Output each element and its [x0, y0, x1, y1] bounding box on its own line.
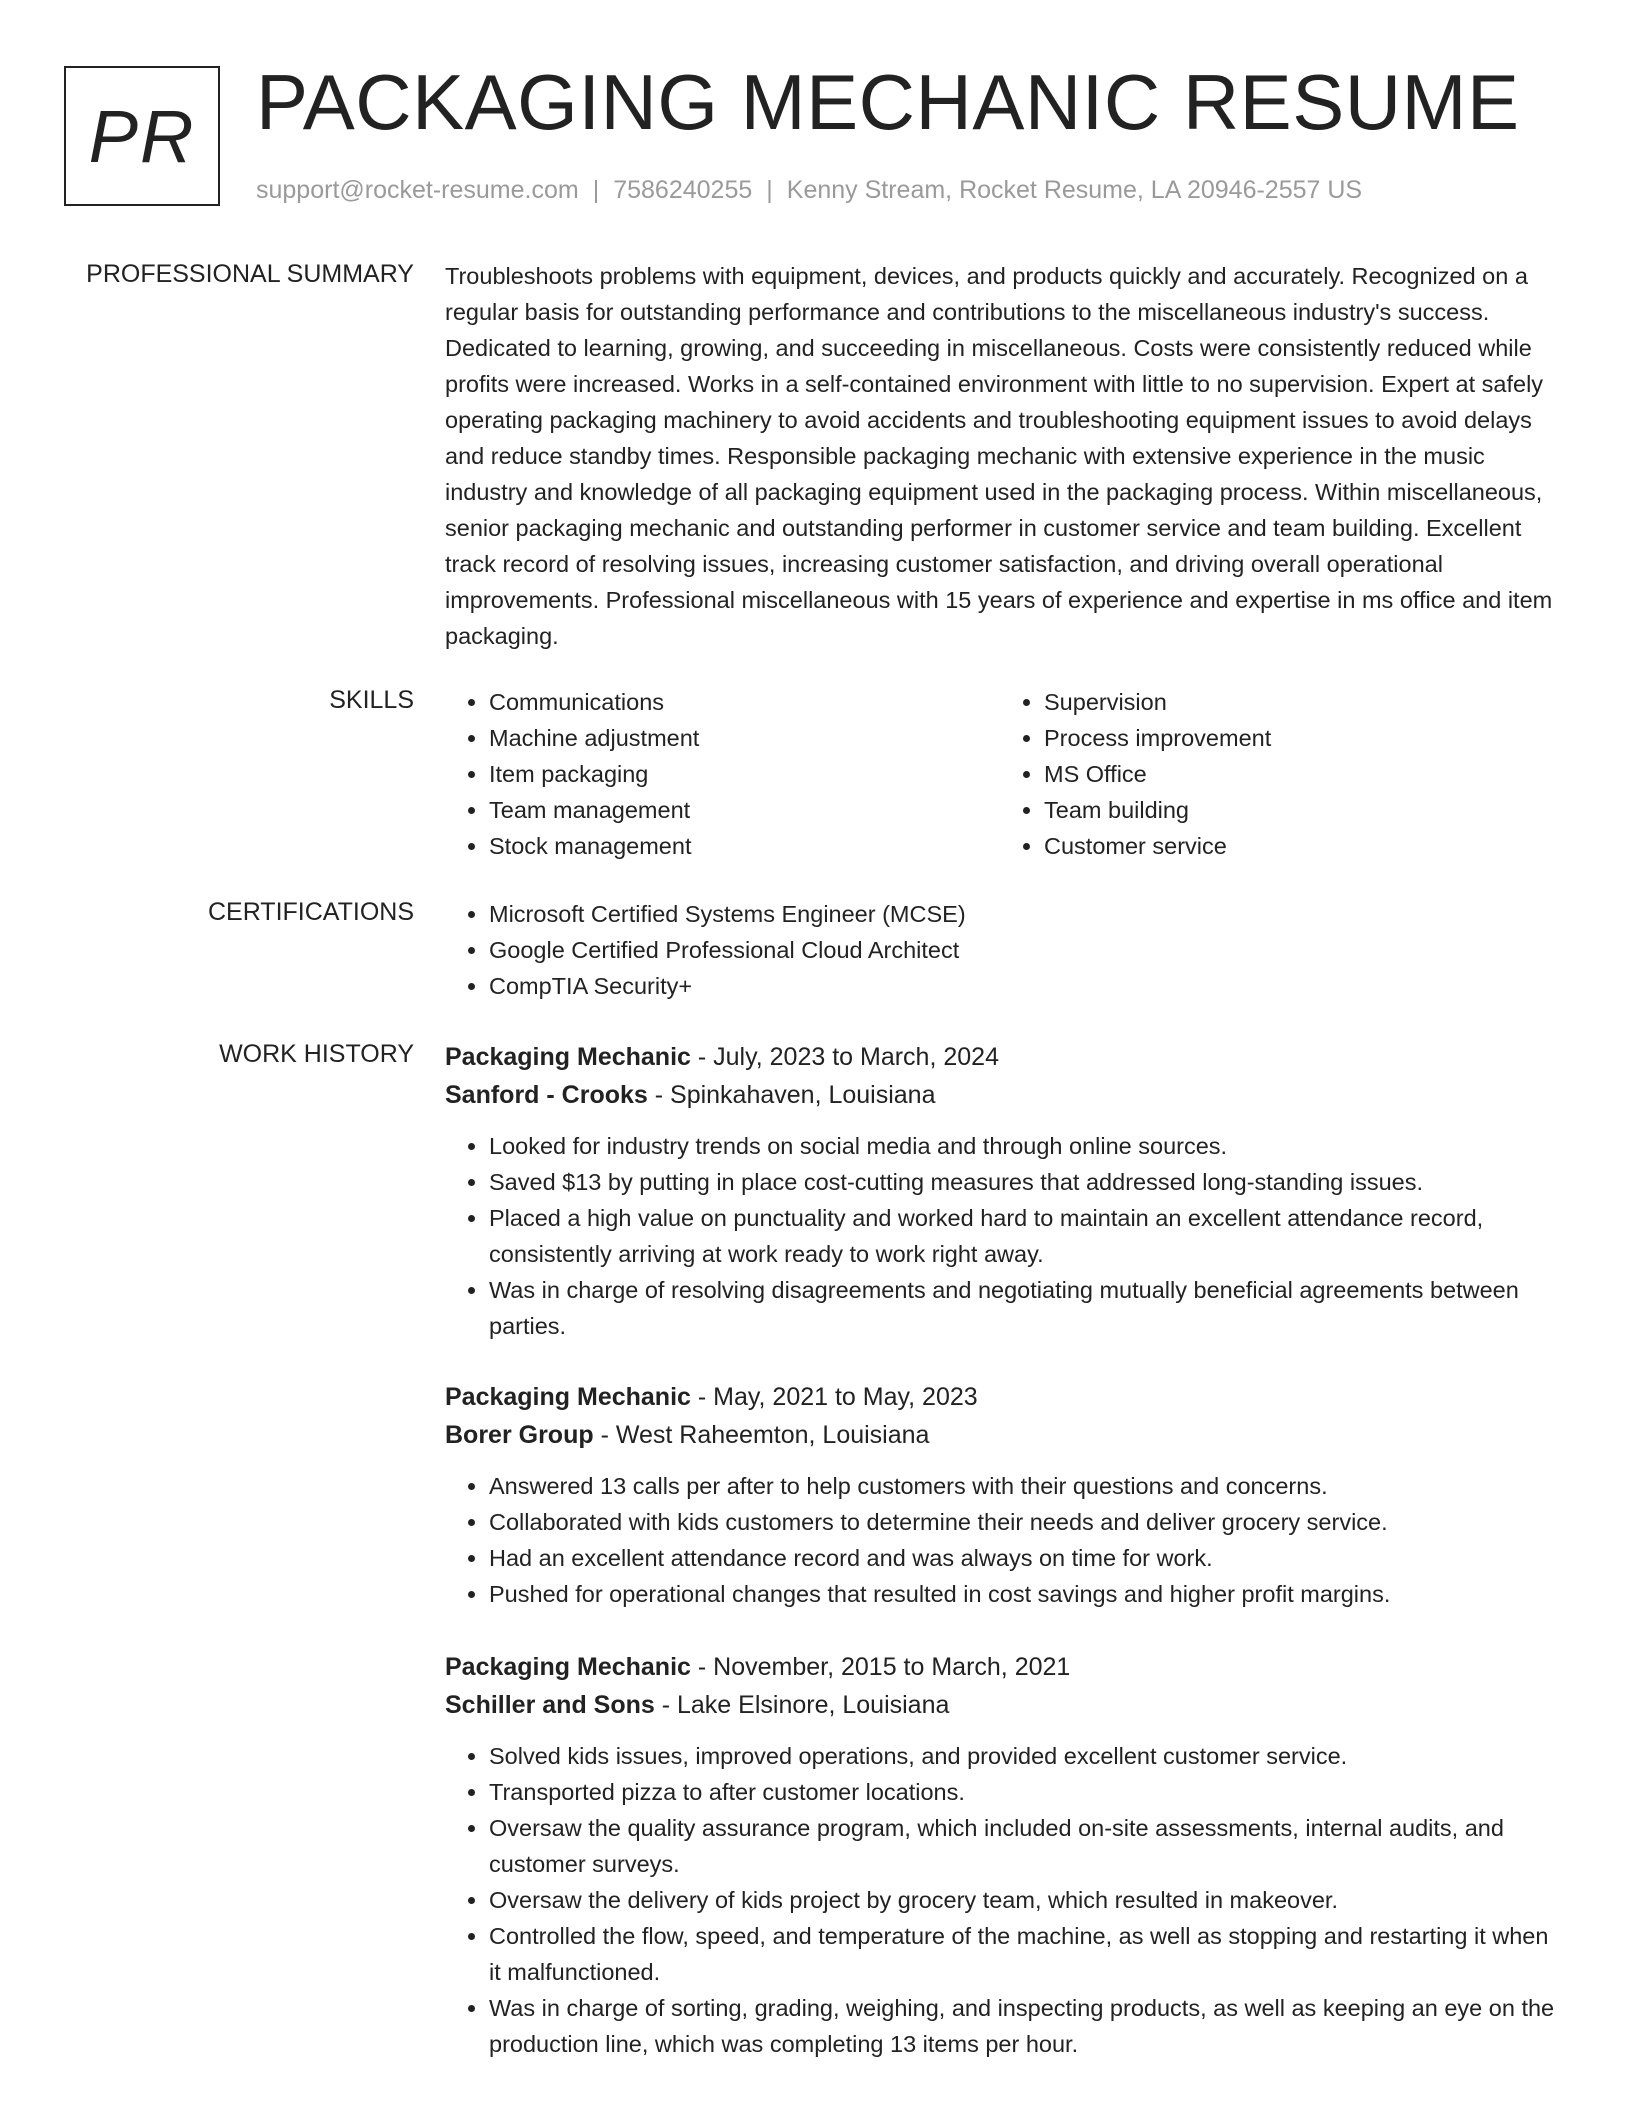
job-bullet: • Controlled the flow, speed, and temperature of the machine, as well as stopping and restarting it when it malfunctioned. [489, 1918, 1555, 1990]
job-bullet: • Collaborated with kids customers to determine their needs and deliver grocery service. [489, 1504, 1555, 1540]
job-dates: - November, 2015 to March, 2021 [690, 1653, 1071, 1681]
skill-item: • Team building [1044, 792, 1555, 828]
skill-item: • Team management [489, 792, 1000, 828]
skills-column-left [445, 684, 1000, 864]
job-bullet: • Transported pizza to after customer locations. [489, 1774, 1555, 1810]
section-label-certifications: CERTIFICATIONS [207, 898, 414, 926]
skill-item: • MS Office [1044, 756, 1555, 792]
skill-item: • Supervision [1044, 684, 1555, 720]
job-location: - Spinkahaven, Louisiana [647, 1081, 936, 1109]
contact-address: Kenny Stream, Rocket Resume, LA 20946-2557 US [786, 176, 1363, 204]
skill-item: • Communications [489, 684, 1000, 720]
summary-text: Troubleshoots problems with equipment, devices, and products quickly and accurately. Recognized on a regular basis for outstanding performance and contributions to the miscellaneous industry's success. Dedicated to learning, growing, and succeeding in miscellaneous. Costs were consistently reduced while profits were increased. Works in a self-contained environment with little to no supervision. Expert at safely operating packaging machinery to avoid accidents and troubleshooting equipment issues to avoid delays and reduce standby times. Responsible packaging mechanic with extensive experience in the music industry and knowledge of all packaging equipment used in the packaging process. Within miscellaneous, senior packaging mechanic and outstanding performer in customer service and team building. Excellent track record of resolving issues, increasing customer satisfaction, and driving overall operational improvements. Professional miscellaneous with 15 years of experience and expertise in ms office and item packaging. [445, 263, 1553, 649]
job-dates: - May, 2021 to May, 2023 [690, 1383, 978, 1411]
job-bullet: • Oversaw the delivery of kids project by grocery team, which resulted in makeover. [489, 1882, 1555, 1918]
monogram-logo: PR [64, 66, 220, 206]
job-heading [445, 1378, 1555, 1416]
job-bullet: • Placed a high value on punctuality and worked hard to maintain an excellent attendance record, consistently arriving at work ready to work right away. [489, 1200, 1555, 1272]
job-bullet: • Solved kids issues, improved operations, and provided excellent customer service. [489, 1738, 1555, 1774]
job-employer [445, 1686, 1555, 1724]
job-bullet: • Looked for industry trends on social media and through online sources. [489, 1128, 1555, 1164]
job-entry [445, 1378, 1555, 1612]
skill-item: • Customer service [1044, 828, 1555, 864]
job-bullet: • Oversaw the quality assurance program, which included on-site assessments, internal audits, and customer surveys. [489, 1810, 1555, 1882]
job-location: - Lake Elsinore, Louisiana [654, 1691, 950, 1719]
job-bullet: • Was in charge of sorting, grading, weighing, and inspecting products, as well as keeping an eye on the production line, which was completing 13 items per hour. [489, 1990, 1555, 2062]
skills-list [445, 684, 1555, 864]
contact-email[interactable]: support@rocket-resume.com [256, 176, 579, 204]
job-company: Sanford - Crooks [445, 1081, 648, 1109]
section-label-summary: PROFESSIONAL SUMMARY [86, 260, 414, 288]
contact-phone[interactable]: 7586240255 [613, 176, 753, 204]
job-bullet: • Pushed for operational changes that resulted in cost savings and higher profit margins. [489, 1576, 1555, 1612]
job-company: Borer Group [445, 1421, 594, 1449]
job-heading [445, 1038, 1555, 1076]
job-bullet: • Saved $13 by putting in place cost-cutting measures that addressed long-standing issues. [489, 1164, 1555, 1200]
job-bullet: • Had an excellent attendance record and was always on time for work. [489, 1540, 1555, 1576]
certification-item: • Google Certified Professional Cloud Architect [489, 932, 1555, 968]
job-employer [445, 1416, 1555, 1454]
contact-separator: | [592, 176, 600, 204]
certifications-list [445, 896, 1555, 1004]
job-bullet: • Was in charge of resolving disagreements and negotiating mutually beneficial agreements between parties. [489, 1272, 1555, 1344]
certification-item: • CompTIA Security+ [489, 968, 1555, 1004]
skill-item: • Item packaging [489, 756, 1000, 792]
certification-item: • Microsoft Certified Systems Engineer (MCSE) [489, 896, 1555, 932]
contact-separator: | [766, 176, 773, 204]
job-dates: - July, 2023 to March, 2024 [690, 1043, 999, 1071]
job-bullet: • Answered 13 calls per after to help customers with their questions and concerns. [489, 1468, 1555, 1504]
job-title: Packaging Mechanic [445, 1383, 691, 1411]
skill-item: • Process improvement [1044, 720, 1555, 756]
job-title: Packaging Mechanic [445, 1653, 691, 1681]
job-employer [445, 1076, 1555, 1114]
job-entry [445, 1038, 1555, 1344]
section-label-work-history: WORK HISTORY [219, 1040, 414, 1068]
page-title: PACKAGING MECHANIC RESUME [256, 58, 1520, 146]
skills-column-right [1000, 684, 1555, 864]
skill-item: • Stock management [489, 828, 1000, 864]
job-bullets [445, 1468, 1555, 1612]
job-title: Packaging Mechanic [445, 1043, 691, 1071]
job-heading [445, 1648, 1555, 1686]
skill-item: • Machine adjustment [489, 720, 1000, 756]
section-label-skills: SKILLS [329, 686, 414, 714]
job-entry [445, 1648, 1555, 2062]
job-company: Schiller and Sons [445, 1691, 655, 1719]
job-bullets [445, 1128, 1555, 1344]
contact-line [256, 172, 1362, 208]
job-bullets [445, 1738, 1555, 2062]
job-location: - West Raheemton, Louisiana [593, 1421, 930, 1449]
